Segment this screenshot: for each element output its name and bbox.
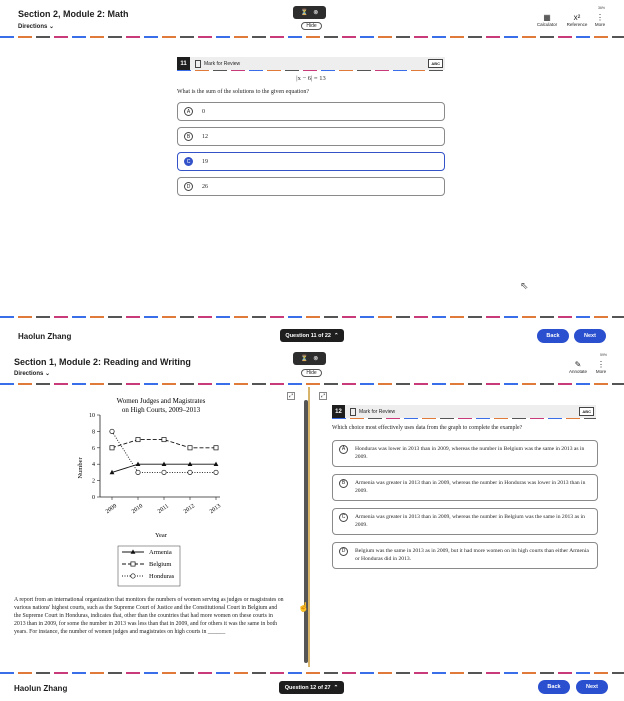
passage-scrollbar[interactable] xyxy=(304,400,308,663)
choice-letter: D xyxy=(184,182,193,191)
legend-label: Honduras xyxy=(149,573,175,581)
choice-a[interactable] xyxy=(332,440,598,467)
x-axis-label: Year xyxy=(155,532,167,539)
y-tick-label: 6 xyxy=(92,445,95,452)
y-axis-label: Number xyxy=(77,457,84,479)
choice-letter: C xyxy=(184,157,193,166)
y-tick-label: 0 xyxy=(92,495,95,501)
timer-icon: ⏳ xyxy=(300,10,309,16)
screen-reading-writing xyxy=(0,350,624,701)
chart-title-line-1: Women Judges and Magistrates xyxy=(116,397,206,405)
expand-left-icon[interactable]: ⤢ xyxy=(288,393,293,399)
student-name: Haolun Zhang xyxy=(14,684,68,693)
y-tick-label: 2 xyxy=(92,478,95,485)
reference-button[interactable] xyxy=(564,13,590,27)
choice-text: 26 xyxy=(202,183,208,190)
more-button[interactable] xyxy=(590,13,610,27)
hide-timer-button[interactable]: Hide xyxy=(301,369,322,377)
reference-icon: x² xyxy=(573,13,581,22)
answer-eliminator-button[interactable]: ABC xyxy=(428,59,443,68)
y-tick-label: 10 xyxy=(89,413,95,419)
choice-letter: B xyxy=(339,479,348,488)
choice-letter: B xyxy=(184,132,193,141)
section-title: Section 2, Module 2: Math xyxy=(18,9,129,19)
bookmark-icon xyxy=(195,60,201,68)
plot-area xyxy=(89,413,222,515)
choice-text: 19 xyxy=(202,158,208,165)
battery-indicator: 36% xyxy=(598,6,606,10)
choice-d[interactable] xyxy=(177,177,445,196)
x-tick-label: 2010 xyxy=(130,503,145,516)
data-point-honduras xyxy=(136,470,140,474)
back-button[interactable]: Back xyxy=(538,680,570,694)
x-tick-label: 2012 xyxy=(182,503,197,516)
data-point-belgium xyxy=(162,438,166,442)
timer xyxy=(293,352,326,365)
next-button[interactable]: Next xyxy=(574,329,606,343)
next-button[interactable]: Next xyxy=(576,680,608,694)
question-number: 12 xyxy=(332,405,345,418)
timer-icon: ⏳ xyxy=(300,356,309,362)
question-nav-label: Question 11 of 22 xyxy=(285,332,331,339)
hide-timer-button[interactable]: Hide xyxy=(301,22,322,30)
header-divider xyxy=(0,383,624,385)
x-tick-label: 2009 xyxy=(104,503,119,516)
equation: |x − 6| = 13 xyxy=(296,75,326,82)
choice-letter: C xyxy=(339,513,348,522)
data-point-belgium xyxy=(188,446,192,450)
chart-title-line-2: on High Courts, 2009–2013 xyxy=(121,406,201,414)
choice-text: 0 xyxy=(202,108,205,115)
choice-c-selected[interactable] xyxy=(177,152,445,171)
directions-label: Directions xyxy=(14,371,44,377)
legend-label: Armenia xyxy=(149,549,172,557)
more-label: More xyxy=(595,369,607,374)
mark-for-review-label: Mark for Review xyxy=(359,408,396,415)
header-divider xyxy=(0,36,624,38)
footer-divider xyxy=(0,672,624,674)
section-title: Section 1, Module 2: Reading and Writing xyxy=(14,357,191,367)
question-divider xyxy=(332,418,596,419)
question-number: 11 xyxy=(177,57,190,70)
data-point-belgium xyxy=(110,446,114,450)
screen-math xyxy=(0,0,624,350)
annotate-button[interactable] xyxy=(565,360,591,374)
mark-for-review-button[interactable] xyxy=(350,408,395,416)
choice-text: Honduras was lower in 2013 than in 2009, whereas the number in Belgium was the same in 2013 as in 2009. xyxy=(355,446,585,460)
mouse-cursor-icon: ⇖ xyxy=(520,281,529,292)
annotate-icon: ✎ xyxy=(574,360,582,369)
calculator-icon: ▦ xyxy=(543,13,551,22)
data-point-honduras xyxy=(188,470,192,474)
hand-cursor-icon: ☝ xyxy=(298,602,310,612)
student-name: Haolun Zhang xyxy=(18,332,72,341)
choice-a[interactable] xyxy=(177,102,445,121)
more-label: More xyxy=(594,22,606,27)
question-nav-label: Question 12 of 27 xyxy=(284,684,331,691)
choice-text: 12 xyxy=(202,133,208,140)
question-bar xyxy=(332,405,596,418)
choice-c[interactable] xyxy=(332,508,598,535)
question-prompt: Which choice most effectively uses data from the graph to complete the example? xyxy=(332,425,523,431)
choice-d[interactable] xyxy=(332,542,598,569)
choice-text: Armenia was greater in 2013 than in 2009, whereas the number in Honduras was lower in 2013 than in 2009. xyxy=(355,480,586,494)
timer xyxy=(293,6,326,19)
y-tick-label: 8 xyxy=(92,429,95,436)
y-tick-label: 4 xyxy=(92,462,95,469)
calculator-label: Calculator xyxy=(536,22,558,27)
calculator-button[interactable] xyxy=(534,13,560,27)
chevron-up-icon: ⌃ xyxy=(333,332,339,339)
expand-right-icon[interactable]: ⤢ xyxy=(320,393,325,399)
question-nav-button[interactable] xyxy=(280,329,344,342)
more-button[interactable] xyxy=(592,360,610,374)
legend-marker xyxy=(131,562,135,566)
more-icon: ⋮ xyxy=(597,360,605,369)
data-point-honduras xyxy=(162,470,166,474)
passage-text: A report from an international organization that monitors the numbers of women serving as judges or magistrates on various nations' highest courts, such as the Supreme Court of Justice and the Constitutional Court in Belgium and the Supreme Court in Honduras, indicates that, other than the countries that had more women on these courts in 2013 than in 2009, for some the number in 2013 was less than that in 2009, and for others it was the same in both years. For instance, the number of women judges and magistrates on high courts in ______ xyxy=(14,597,284,635)
x-tick-label: 2011 xyxy=(156,503,170,516)
chevron-up-icon: ⌃ xyxy=(333,684,339,691)
data-point-honduras xyxy=(110,429,114,433)
chevron-down-icon: ⌄ xyxy=(45,371,51,377)
question-divider xyxy=(177,70,445,71)
back-button[interactable]: Back xyxy=(537,329,569,343)
annotate-label: Annotate xyxy=(568,369,587,374)
choice-b[interactable] xyxy=(332,474,598,501)
data-point-belgium xyxy=(136,438,140,442)
battery-indicator: 59% xyxy=(600,353,608,357)
x-tick-label: 2013 xyxy=(208,503,223,516)
data-point-belgium xyxy=(214,446,218,450)
answer-eliminator-button[interactable]: ABC xyxy=(579,407,594,416)
line-chart xyxy=(60,390,240,592)
directions-button[interactable] xyxy=(14,370,50,377)
choice-letter: A xyxy=(339,445,348,454)
choice-b[interactable] xyxy=(177,127,445,146)
close-timer-icon[interactable]: ⊗ xyxy=(313,356,319,362)
more-icon: ⋮ xyxy=(596,13,604,22)
close-timer-icon[interactable]: ⊗ xyxy=(313,10,319,16)
choice-text: Belgium was the same in 2013 as in 2009, but it had more women on its high courts than either Armenia or Honduras did in 2013. xyxy=(355,548,589,562)
footer-divider xyxy=(0,316,624,318)
question-bar xyxy=(177,57,445,70)
bookmark-icon xyxy=(350,408,356,416)
legend-label: Belgium xyxy=(149,561,172,569)
chevron-down-icon: ⌄ xyxy=(49,24,55,30)
question-prompt: What is the sum of the solutions to the given equation? xyxy=(177,89,309,95)
data-point-honduras xyxy=(214,470,218,474)
legend-marker xyxy=(131,574,135,578)
choice-text: Armenia was greater in 2013 than in 2009, whereas the number in Belgium was the same in 2013 as in 2009. xyxy=(355,514,585,528)
choice-letter: A xyxy=(184,107,193,116)
reference-label: Reference xyxy=(566,22,588,27)
directions-button[interactable] xyxy=(18,23,54,30)
mark-for-review-button[interactable] xyxy=(195,60,240,68)
mark-for-review-label: Mark for Review xyxy=(204,60,241,67)
question-nav-button[interactable] xyxy=(279,681,344,694)
choice-letter: D xyxy=(339,547,348,556)
directions-label: Directions xyxy=(18,24,48,30)
